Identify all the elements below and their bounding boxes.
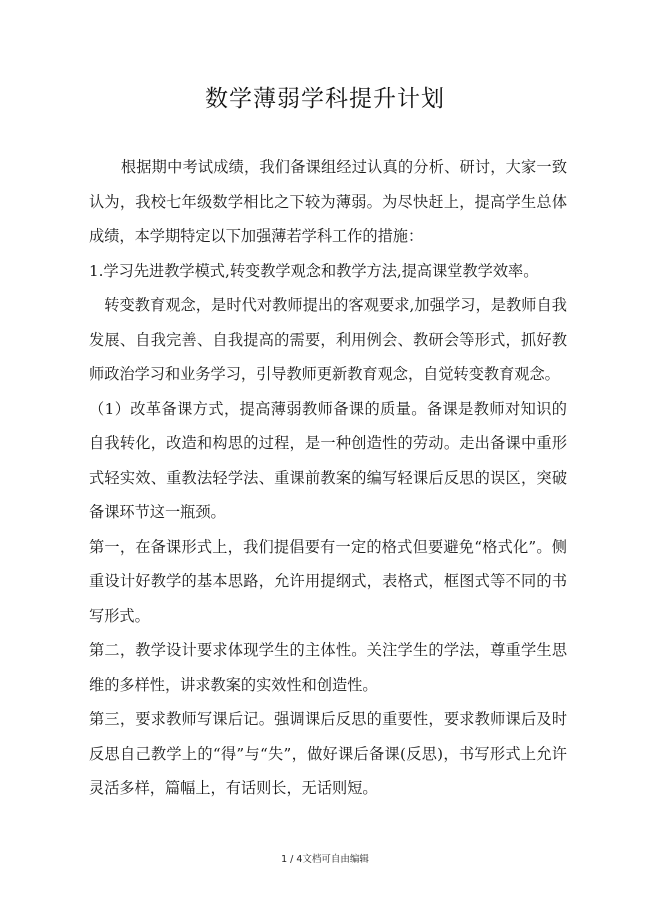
intro-paragraph: 根据期中考试成绩，我们备课组经过认真的分析、研讨，大家一致认为，我校七年级数学相比之下较为薄弱。为尽快赶上，提高学生总体成绩，本学期特定以下加强薄若学科工作的措施： bbox=[89, 158, 567, 245]
second-point-paragraph: 第二，教学设计要求体现学生的主体性。关注学生的学法，尊重学生思维的多样性，讲求教案的实效性和创造性。 bbox=[89, 641, 567, 694]
page-footer: 1 / 4文档可自由编辑 bbox=[281, 854, 369, 865]
lesson-prep-paragraph: （1）改革备课方式，提高薄弱教师备课的质量。备课是教师对知识的自我转化，改造和构思的过程，是一种创造性的劳动。走出备课中重形式轻实效、重教法轻学法、重课前教案的编写轻课后反思的误区，突破备课环节这一瓶颈。 bbox=[89, 399, 567, 521]
concept-paragraph: 转变教育观念，是时代对教师提出的客观要求,加强学习，是教师自我发展、自我完善、自我提高的需要，利用例会、教研会等形式，抓好教师政治学习和业务学习，引导教师更新教育观念，自觉转变教育观念。 bbox=[89, 296, 567, 383]
first-point-paragraph: 第一，在备课形式上，我们提倡要有一定的格式但要避免“格式化”。侧重设计好教学的基本思路，允许用提纲式，表格式，框图式等不同的书写形式。 bbox=[89, 537, 567, 625]
document-title: 数学薄弱学科提升计划 bbox=[205, 86, 445, 112]
section-heading-1: 1.学习先进教学模式,转变教学观念和教学方法,提高课堂教学效率。 bbox=[89, 261, 539, 280]
third-point-paragraph: 第三，要求教师写课后记。强调课后反思的重要性，要求教师课后及时反思自己教学上的“得”与“失”，做好课后备课(反思)，书写形式上允许灵活多样，篇幅上，有话则长，无话则短。 bbox=[89, 710, 567, 797]
document-body bbox=[89, 150, 567, 806]
